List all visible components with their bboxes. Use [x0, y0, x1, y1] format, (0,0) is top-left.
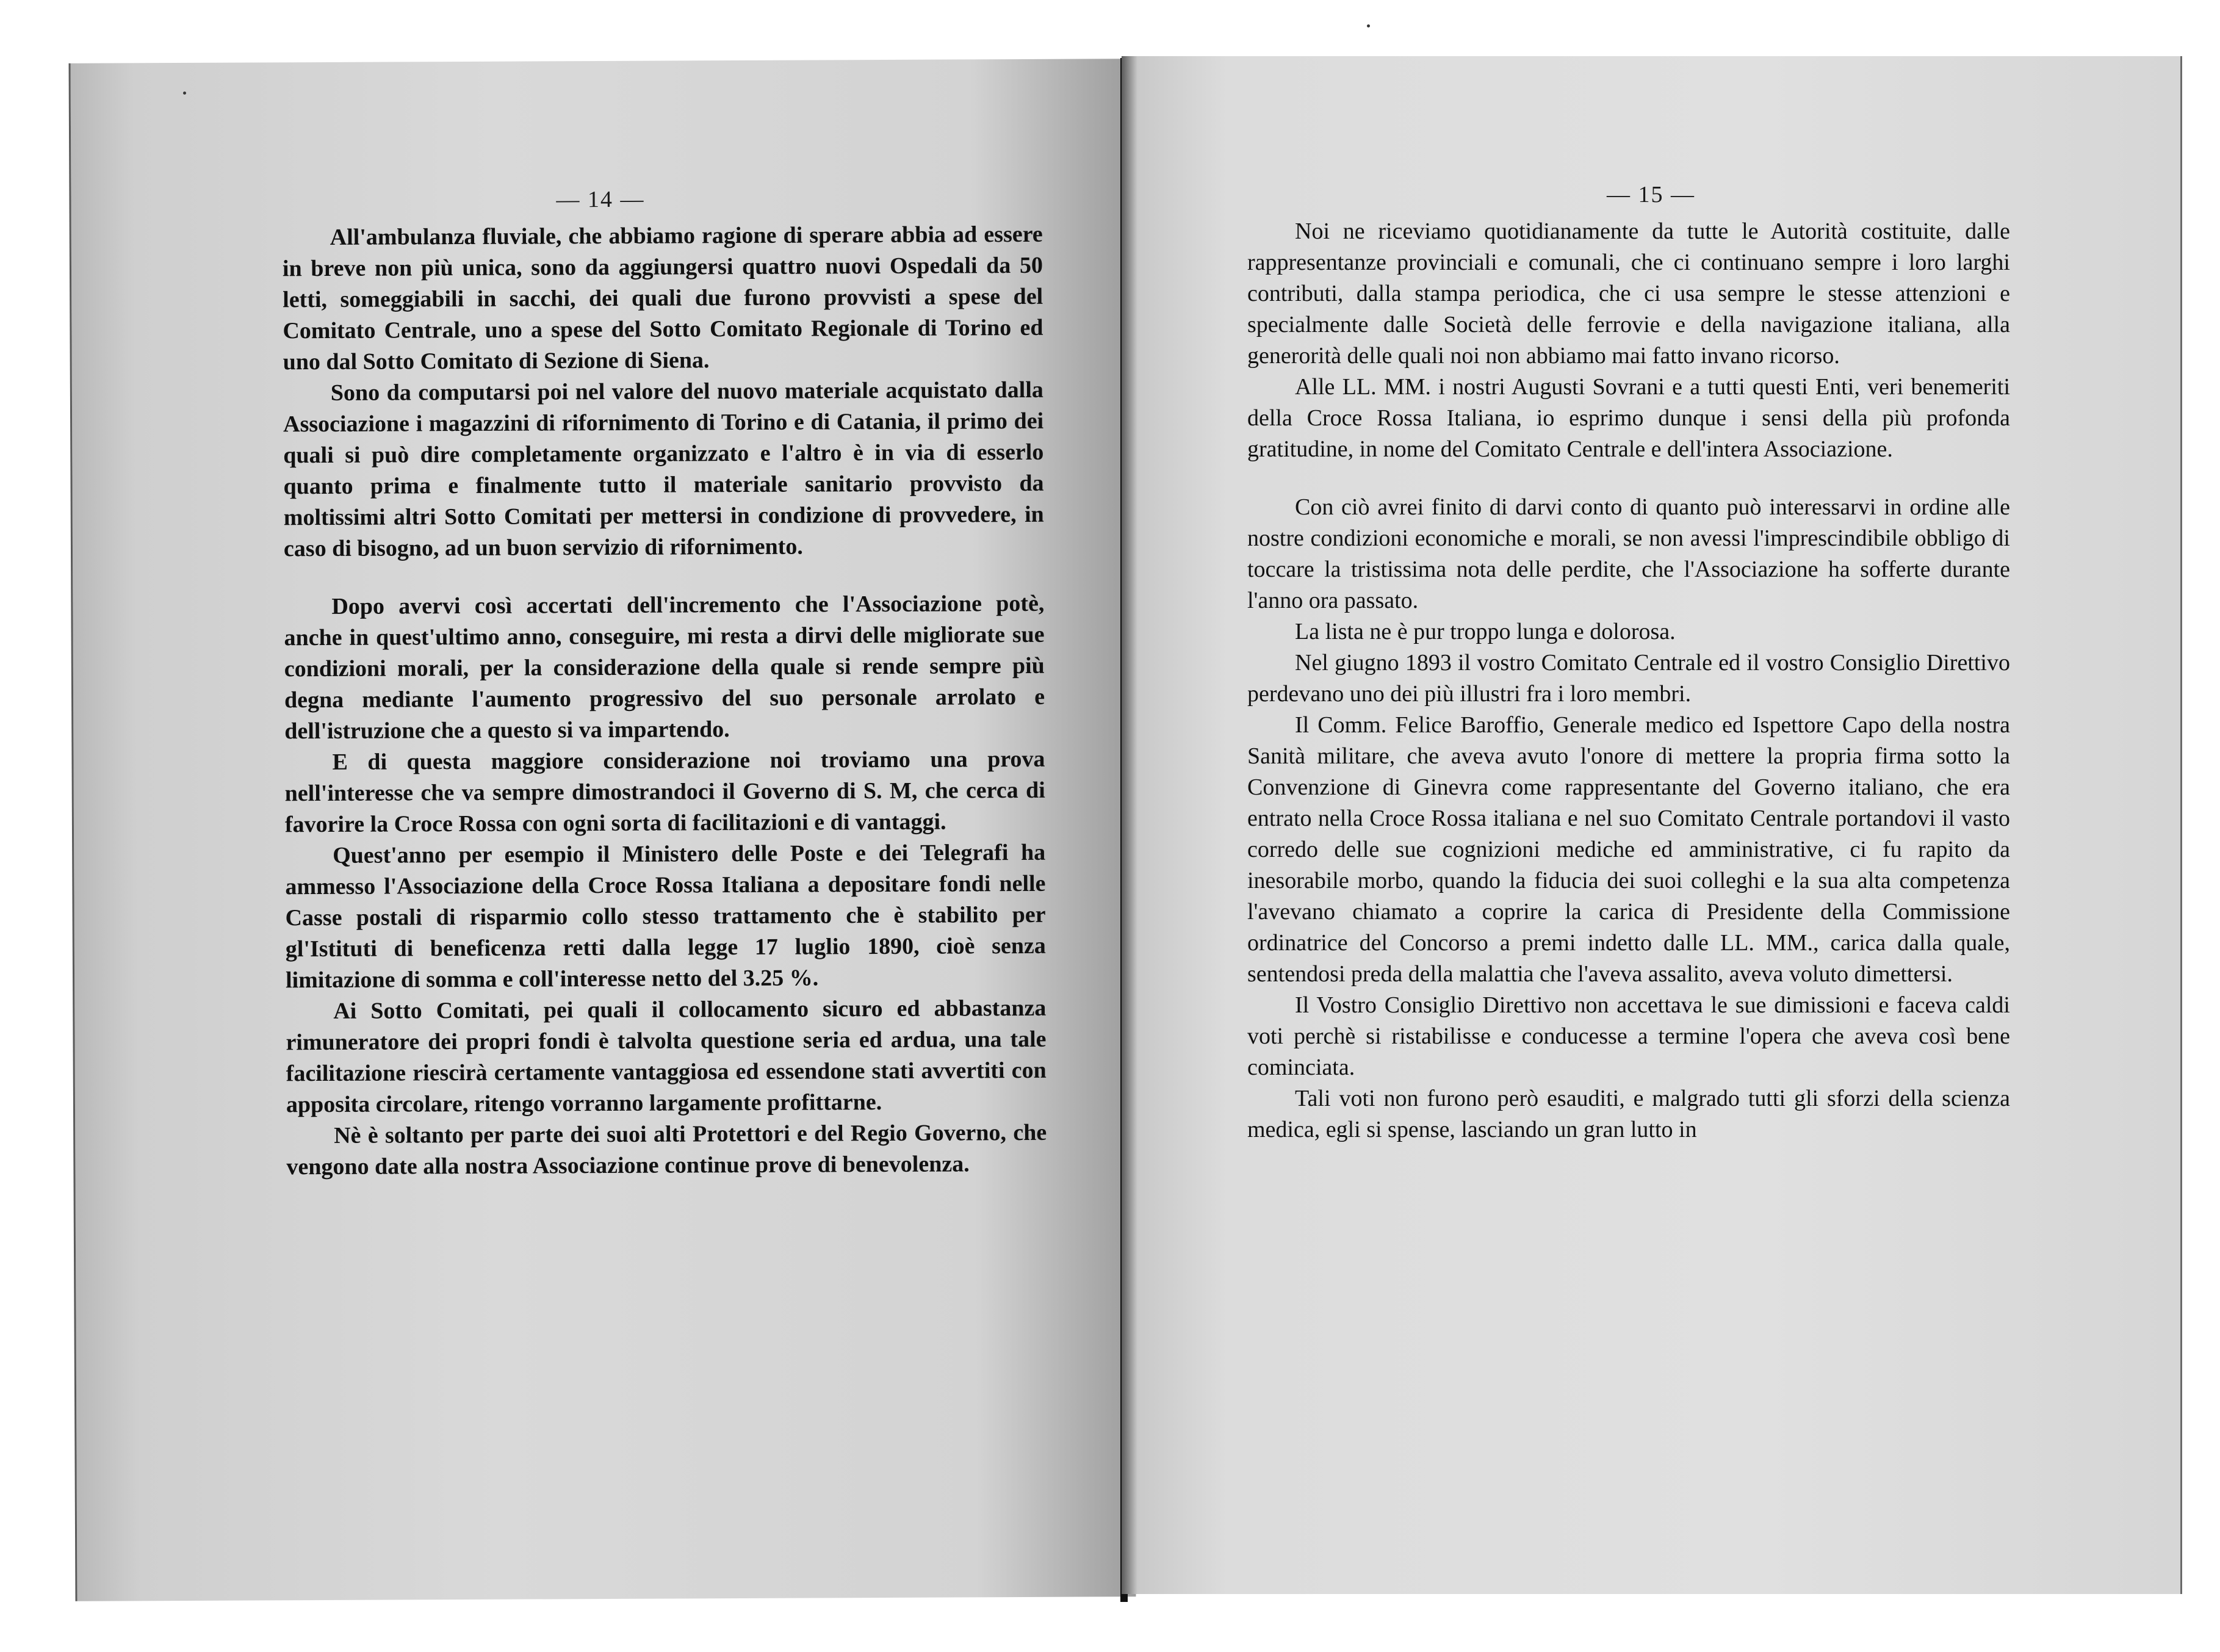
paragraph: La lista ne è pur troppo lunga e dolorosa.: [1295, 619, 1676, 644]
right-page: [1122, 56, 2182, 1594]
paragraph: Alle LL. MM. i nostri Augusti Sovrani e a tutti questi Enti, veri benemeriti della Croce Rossa Italiana, io esprimo dunque i sensi della più profonda gratitudine, in nome del Comitato Centrale e dell'intera Associazione.: [1247, 374, 2010, 462]
paragraph: Tali voti non furono però esauditi, e malgrado tutti gli sforzi della scienza medica, egli si spense, lasciando un gran lutto in: [1247, 1086, 2010, 1142]
page-number-left: — 14 —: [556, 186, 645, 213]
paragraph: Con ciò avrei finito di darvi conto di quanto può interessarvi in ordine alle nostre condizioni economiche e morali, se non avessi l'imprescindibile obbligo di toccare la tristissima nota delle perdite, che l'Associazione ha sofferte durante l'anno ora passato.: [1247, 494, 2010, 613]
left-page: [69, 59, 1136, 1601]
paragraph: Sono da computarsi poi nel valore del nuovo materiale acquistato dalla Associazione i magazzini di rifornimento di Torino e di Catania, il primo dei quali si può dire completamente organizzato e l'altro è in via di esserlo quanto prima e finalmente tutto il materiale sanitario provvisto da moltissimi altri Sotto Comitati per mettersi in condizione di provvedere, in caso di bisogno, ad un buon servizio di rifornimento.: [283, 377, 1044, 562]
paragraph: Nè è soltanto per parte dei suoi alti Protettori e del Regio Governo, che vengono date alla nostra Associazione continue prove di benevolenza.: [286, 1119, 1047, 1180]
paragraph: Nel giugno 1893 il vostro Comitato Centrale ed il vostro Consiglio Direttivo perdevano uno dei più illustri fra i loro membri.: [1247, 650, 2010, 707]
paragraph: E di questa maggiore considerazione noi troviamo una prova nell'interesse che va sempre dimostrandoci il Governo di S. M, che cerca di favorire la Croce Rossa con ogni sorta di facilitazioni e di vantaggi.: [284, 746, 1045, 838]
right-page-text: [1247, 216, 2010, 1145]
paragraph: Il Comm. Felice Baroffio, Generale medico ed Ispettore Capo della nostra Sanità militare, che aveva avuto l'onore di mettere la propria firma sotto la Convenzione di Ginevra come rappresentante del Governo italiano, che era entrato nella Croce Rossa italiana e nel suo Comitato Centrale portandovi il vasto corredo delle sue cognizioni mediche ed amministrative, ci fu rapito da inesorabile morbo, quando la fiducia dei suoi colleghi e la sua alta competenza l'avevano chiamato a coprire la carica di Presidente della Commissione ordinatrice del Concorso a premi indetto dalle LL. MM., carica dalla quale, sentendosi preda della malattia che l'aveva assalito, aveva voluto dimettersi.: [1247, 712, 2010, 987]
paragraph: Dopo avervi così accertati dell'incremento che l'Associazione potè, anche in quest'ultimo anno, conseguire, mi resta a dirvi delle migliorate sue condizioni morali, per la considerazione della quale si rende sempre più degna mediante l'aumento progressivo del suo personale arrolato e dell'istruzione che a questo si va impartendo.: [284, 590, 1045, 745]
paragraph: Quest'anno per esempio il Ministero delle Poste e dei Telegrafi ha ammesso l'Associazione della Croce Rossa Italiana a depositare fondi nelle Casse postali di risparmio collo stesso trattamento che è stabilito per gl'Istituti di beneficenza retti dalla legge 17 luglio 1890, cioè senza limitazione di somma e coll'interesse netto del 3.25 %.: [285, 839, 1046, 994]
paragraph: Noi ne riceviamo quotidianamente da tutte le Autorità costituite, dalle rappresentanze provinciali e comunali, che ci continuano sempre i loro larghi contributi, dalla stampa periodica, che ci usa sempre le stesse attenzioni e specialmente dalle Società delle ferrovie e della navigazione italiana, alla generorità delle quali noi non abbiamo mai fatto invano ricorso.: [1247, 218, 2010, 369]
left-page-text: [283, 219, 1047, 1183]
scan-speck: [183, 92, 186, 95]
scan-speck: [1367, 24, 1370, 27]
paragraph: All'ambulanza fluviale, che abbiamo ragione di sperare abbia ad essere in breve non più unica, sono da aggiungersi quattro nuovi Ospedali da 50 letti, someggiabili in sacchi, dei quali due furono provvisti a spese del Comitato Centrale, uno a spese del Sotto Comitato Regionale di Torino ed uno dal Sotto Comitato di Sezione di Siena.: [282, 221, 1043, 375]
paragraph: Ai Sotto Comitati, pei quali il collocamento sicuro ed abbastanza rimuneratore dei propri fondi è talvolta questione seria ed ardua, una tale facilitazione riescirà certamente vantaggiosa ed essendone stati avvertiti con apposita circolare, ritengo vorranno largamente profittarne.: [286, 995, 1047, 1118]
paragraph: Il Vostro Consiglio Direttivo non accettava le sue dimissioni e faceva caldi voti perchè si ristabilisse e conducesse a termine l'opera che aveva così bene cominciata.: [1247, 992, 2010, 1080]
page-number-right: — 15 —: [1607, 182, 1695, 207]
